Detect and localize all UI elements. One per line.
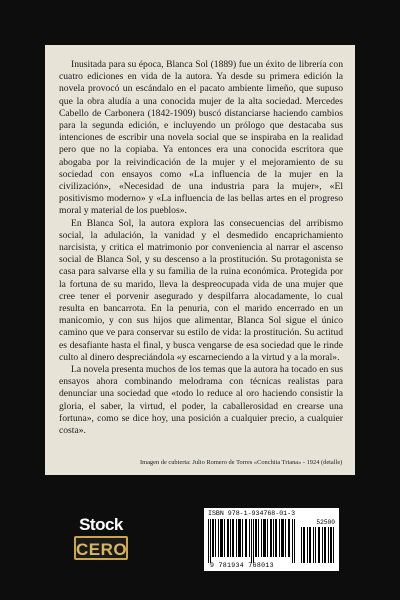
synopsis-paragraph-2: En Blanca Sol, la autora explora las consecuencias del arribismo social, la adulación, la vanidad y el desmedido encaprichamiento narcisista, y critica el matrimonio por conveniencia al narrar el ascenso social de Blanca Sol, y su descenso a la prostitución. Su protagonista se casa para salvarse ella y su familia de la ruina económica. Protegida por la fortuna de su marido, lleva la despreocupada vida de una mujer que cree tener el porvenir asegurado y despilfarra alocadamente, lo cual resulta en bancarrota. En la penuria, con el marido encerrado en un manicomio, y con sus hijos que alimentar, Blanca Sol sigue el único camino que ve para conservar su estilo de vida: la prostitución. Su actitud es desafiante hasta el final, y busca vengarse de esa sociedad que le rinde culto al dinero despreciándola «y escarneciendo a la virtud y a la moral». [59,217,343,363]
isbn-label: ISBN 978-1-934768-01-3 [208,510,296,517]
addon-barcode-icon [301,527,335,563]
price-code: 52500 [316,519,335,526]
barcode-digits: 9 781934 768013 [210,562,274,569]
isbn-barcode [204,508,339,571]
publisher-logo-top: Stock [79,515,123,534]
synopsis-paragraph-1: Inusitada para su época, Blanca Sol (1889) fue un éxito de librería con cuatro ediciones en vida de la autora. Ya desde su primera edición la novela provocó un escándalo en el pacato ambiente limeño, que supuso que la obra aludía a una conocida mujer de la alta sociedad. Mercedes Cabello de Carbonera (1842-1909) buscó distanciarse haciendo cambios para la segunda edición, e incluyendo un prólogo que destacaba sus intenciones de escribir una novela social que se inspiraba en la realidad pero que no la copiaba. Ya entonces era una conocida escritora que abogaba por la reivindicación de la mujer y el mejoramiento de su sociedad con ensayos como «La influencia de la mujer en la civilización», «Necesidad de una industria para la mujer», «El positivismo moderno» y «La influencia de las bellas artes en el progreso moral y material de los pueblos». [59,59,343,217]
cover-image-credit: Imagen de cubierta: Julio Romero de Torres «Conchita Triana» - 1924 (detalle) [140,459,343,466]
publisher-logo-bottom: CERO [74,536,128,560]
publisher-logo [72,516,130,562]
barcode-bars-icon [208,519,298,563]
synopsis-text [59,59,343,437]
synopsis-paragraph-3: La novela presenta muchos de los temas que la autora ha tocado en sus ensayos ahora combinando melodrama con técnicas realistas para denunciar una sociedad que «todo lo reduce al oro haciendo consistir la gloria, el saber, la virtud, el poder, la caballerosidad en crearse una fortuna», como se dice hoy, una posición a cualquier precio, a cualquier costa». [59,364,343,437]
